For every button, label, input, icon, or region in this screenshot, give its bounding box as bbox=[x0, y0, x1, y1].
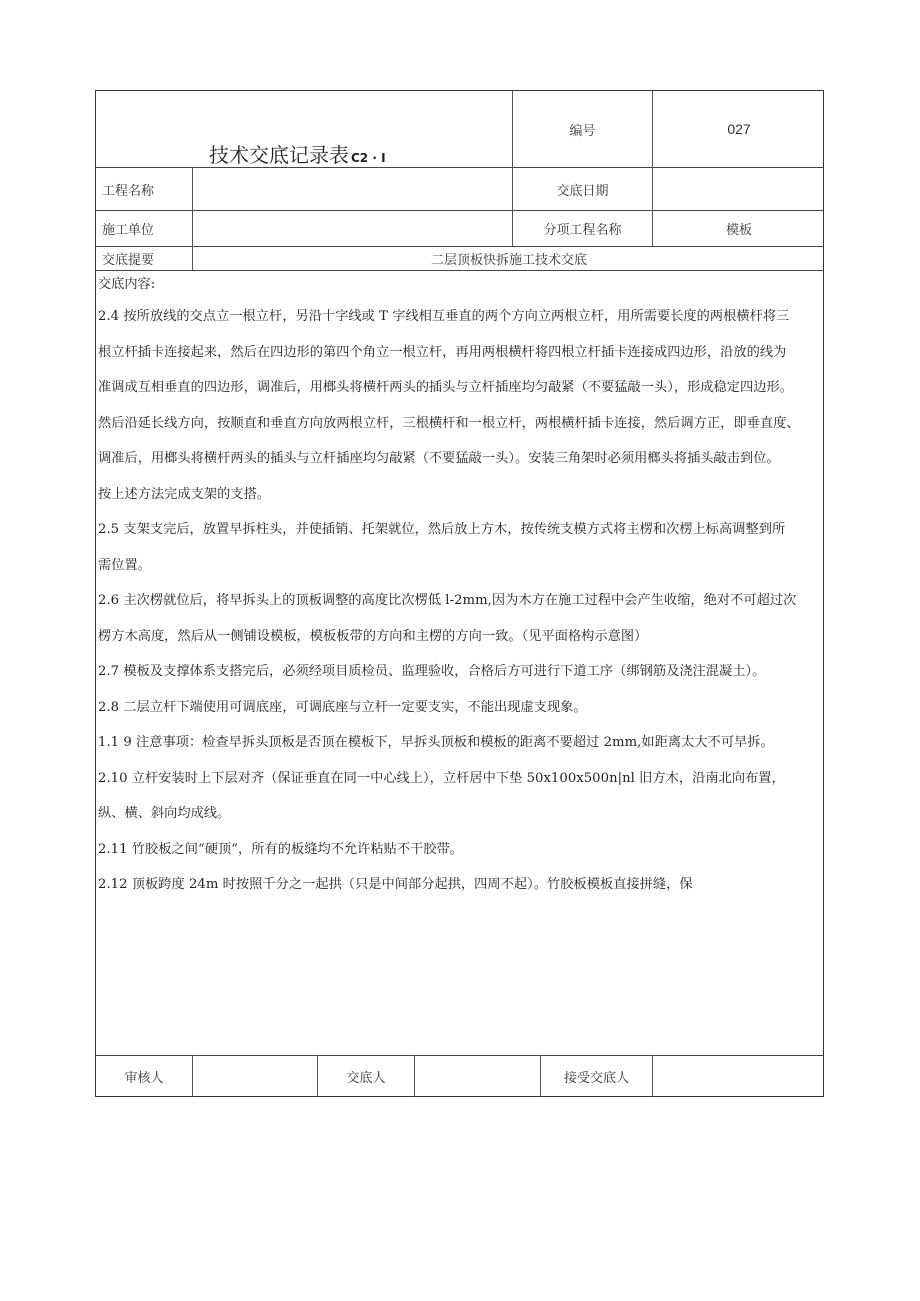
recipient-field[interactable] bbox=[653, 1056, 825, 1097]
content-line: 根立杆插卡连接起来，然后在四边形的第四个角立一根立杆，再用两根横杆将四根立杆插卡连接成四边形，沿放的线为 bbox=[98, 344, 787, 360]
construction-unit-label: 施工单位 bbox=[102, 223, 155, 238]
construction-unit-field[interactable] bbox=[193, 211, 512, 246]
content-heading: 交底内容: bbox=[98, 277, 156, 292]
form-title bbox=[209, 139, 386, 168]
reviewer-field[interactable] bbox=[193, 1056, 317, 1097]
content-line: 需位置。 bbox=[98, 557, 151, 573]
content-line: 楞方木高度，然后从一侧铺设模板，模板板带的方向和主楞的方向一致。（见平面格构示意图） bbox=[98, 628, 648, 644]
disclosure-date-field[interactable] bbox=[653, 168, 825, 210]
content-line: 2.10 立杆安装时上下层对齐（保证垂直在同一中心线上），立杆居中下垫 50x100x500n|nl 旧方木，沿南北向布置， bbox=[98, 770, 785, 786]
content-line: 准调成互相垂直的四边形，调准后，用榔头将横杆两头的插头与立杆插座均匀敲紧（不要猛敲一头），形成稳定四边形。 bbox=[98, 380, 793, 395]
row-divider bbox=[96, 270, 823, 271]
recipient-label: 接受交底人 bbox=[563, 1071, 629, 1086]
summary-value[interactable]: 二层顶板快拆施工技术交底 bbox=[430, 253, 587, 268]
form-title-text: 技术交底记录表 bbox=[209, 143, 349, 167]
discloser-field[interactable] bbox=[415, 1056, 540, 1097]
project-name-label: 工程名称 bbox=[102, 183, 155, 199]
content-line: 调准后，用榔头将横杆两头的插头与立杆插座均匀敲紧（不要猛敲一头）。安装三角架时必须用榔头将插头敲击到位。 bbox=[98, 451, 780, 466]
technical-disclosure-form bbox=[95, 90, 824, 1097]
discloser-label: 交底人 bbox=[346, 1071, 386, 1086]
content-line: 纵、横、斜向均成线。 bbox=[98, 806, 231, 821]
project-name-field[interactable] bbox=[193, 168, 512, 210]
disclosure-date-label: 交底日期 bbox=[556, 183, 609, 199]
content-line: 2.7 模板及支撑体系支搭完后，必须经项目质检员、监理验收，合格后方可进行下道工序（绑钢筋及浇注混凝土）。 bbox=[98, 664, 766, 679]
sub-project-name-value[interactable]: 模板 bbox=[725, 223, 752, 238]
content-line: 2.5 支架支完后，放置早拆柱头，并使插销、托架就位，然后放上方木，按传统支模方式将主楞和次楞上标高调整到所 bbox=[98, 522, 786, 537]
content-line: 2.11 竹胶板之间“硬顶”，所有的板缝均不允许粘贴不干胶带。 bbox=[98, 841, 464, 857]
content-line: 1.1 9 注意事项：检查早拆头顶板是否顶在模板下，早拆头顶板和模板的距离不要超过 2mm,如距离太大不可早拆。 bbox=[98, 735, 774, 750]
form-code: C2 · I bbox=[351, 151, 386, 165]
sub-project-name-label: 分项工程名称 bbox=[543, 223, 622, 238]
content-line: 2.6 主次楞就位后，将早拆头上的顶板调整的高度比次楞低 l-2mm,因为木方在施工过程中会产生收缩，绝对不可超过次 bbox=[98, 593, 797, 608]
summary-label: 交底提要 bbox=[102, 253, 155, 268]
content-line: 2.12 顶板跨度 24m 时按照千分之一起拱（只是中间部分起拱，四周不起）。竹胶板模板直接拼缝，保 bbox=[98, 877, 693, 892]
disclosure-content bbox=[96, 272, 825, 903]
number-value: 027 bbox=[727, 121, 751, 137]
reviewer-label: 审核人 bbox=[124, 1071, 164, 1086]
content-line: 2.8 二层立杆下端使用可调底座，可调底座与立杆一定要支实，不能出现虚支现象。 bbox=[98, 699, 587, 715]
content-line: 2.4 按所放线的交点立一根立杆，另沿十字线或 T 字线相互垂直的两个方向立两根立杆，用所需要长度的两根横杆将三 bbox=[98, 309, 790, 324]
content-line: 按上述方法完成支架的支搭。 bbox=[98, 486, 271, 502]
number-label: 编号 bbox=[569, 123, 596, 139]
content-line: 然后沿延长线方向，按顺直和垂直方向放两根立杆，三根横杆和一根立杆，两根横杆插卡连接，然后调方正，即垂直度、 bbox=[98, 415, 800, 431]
